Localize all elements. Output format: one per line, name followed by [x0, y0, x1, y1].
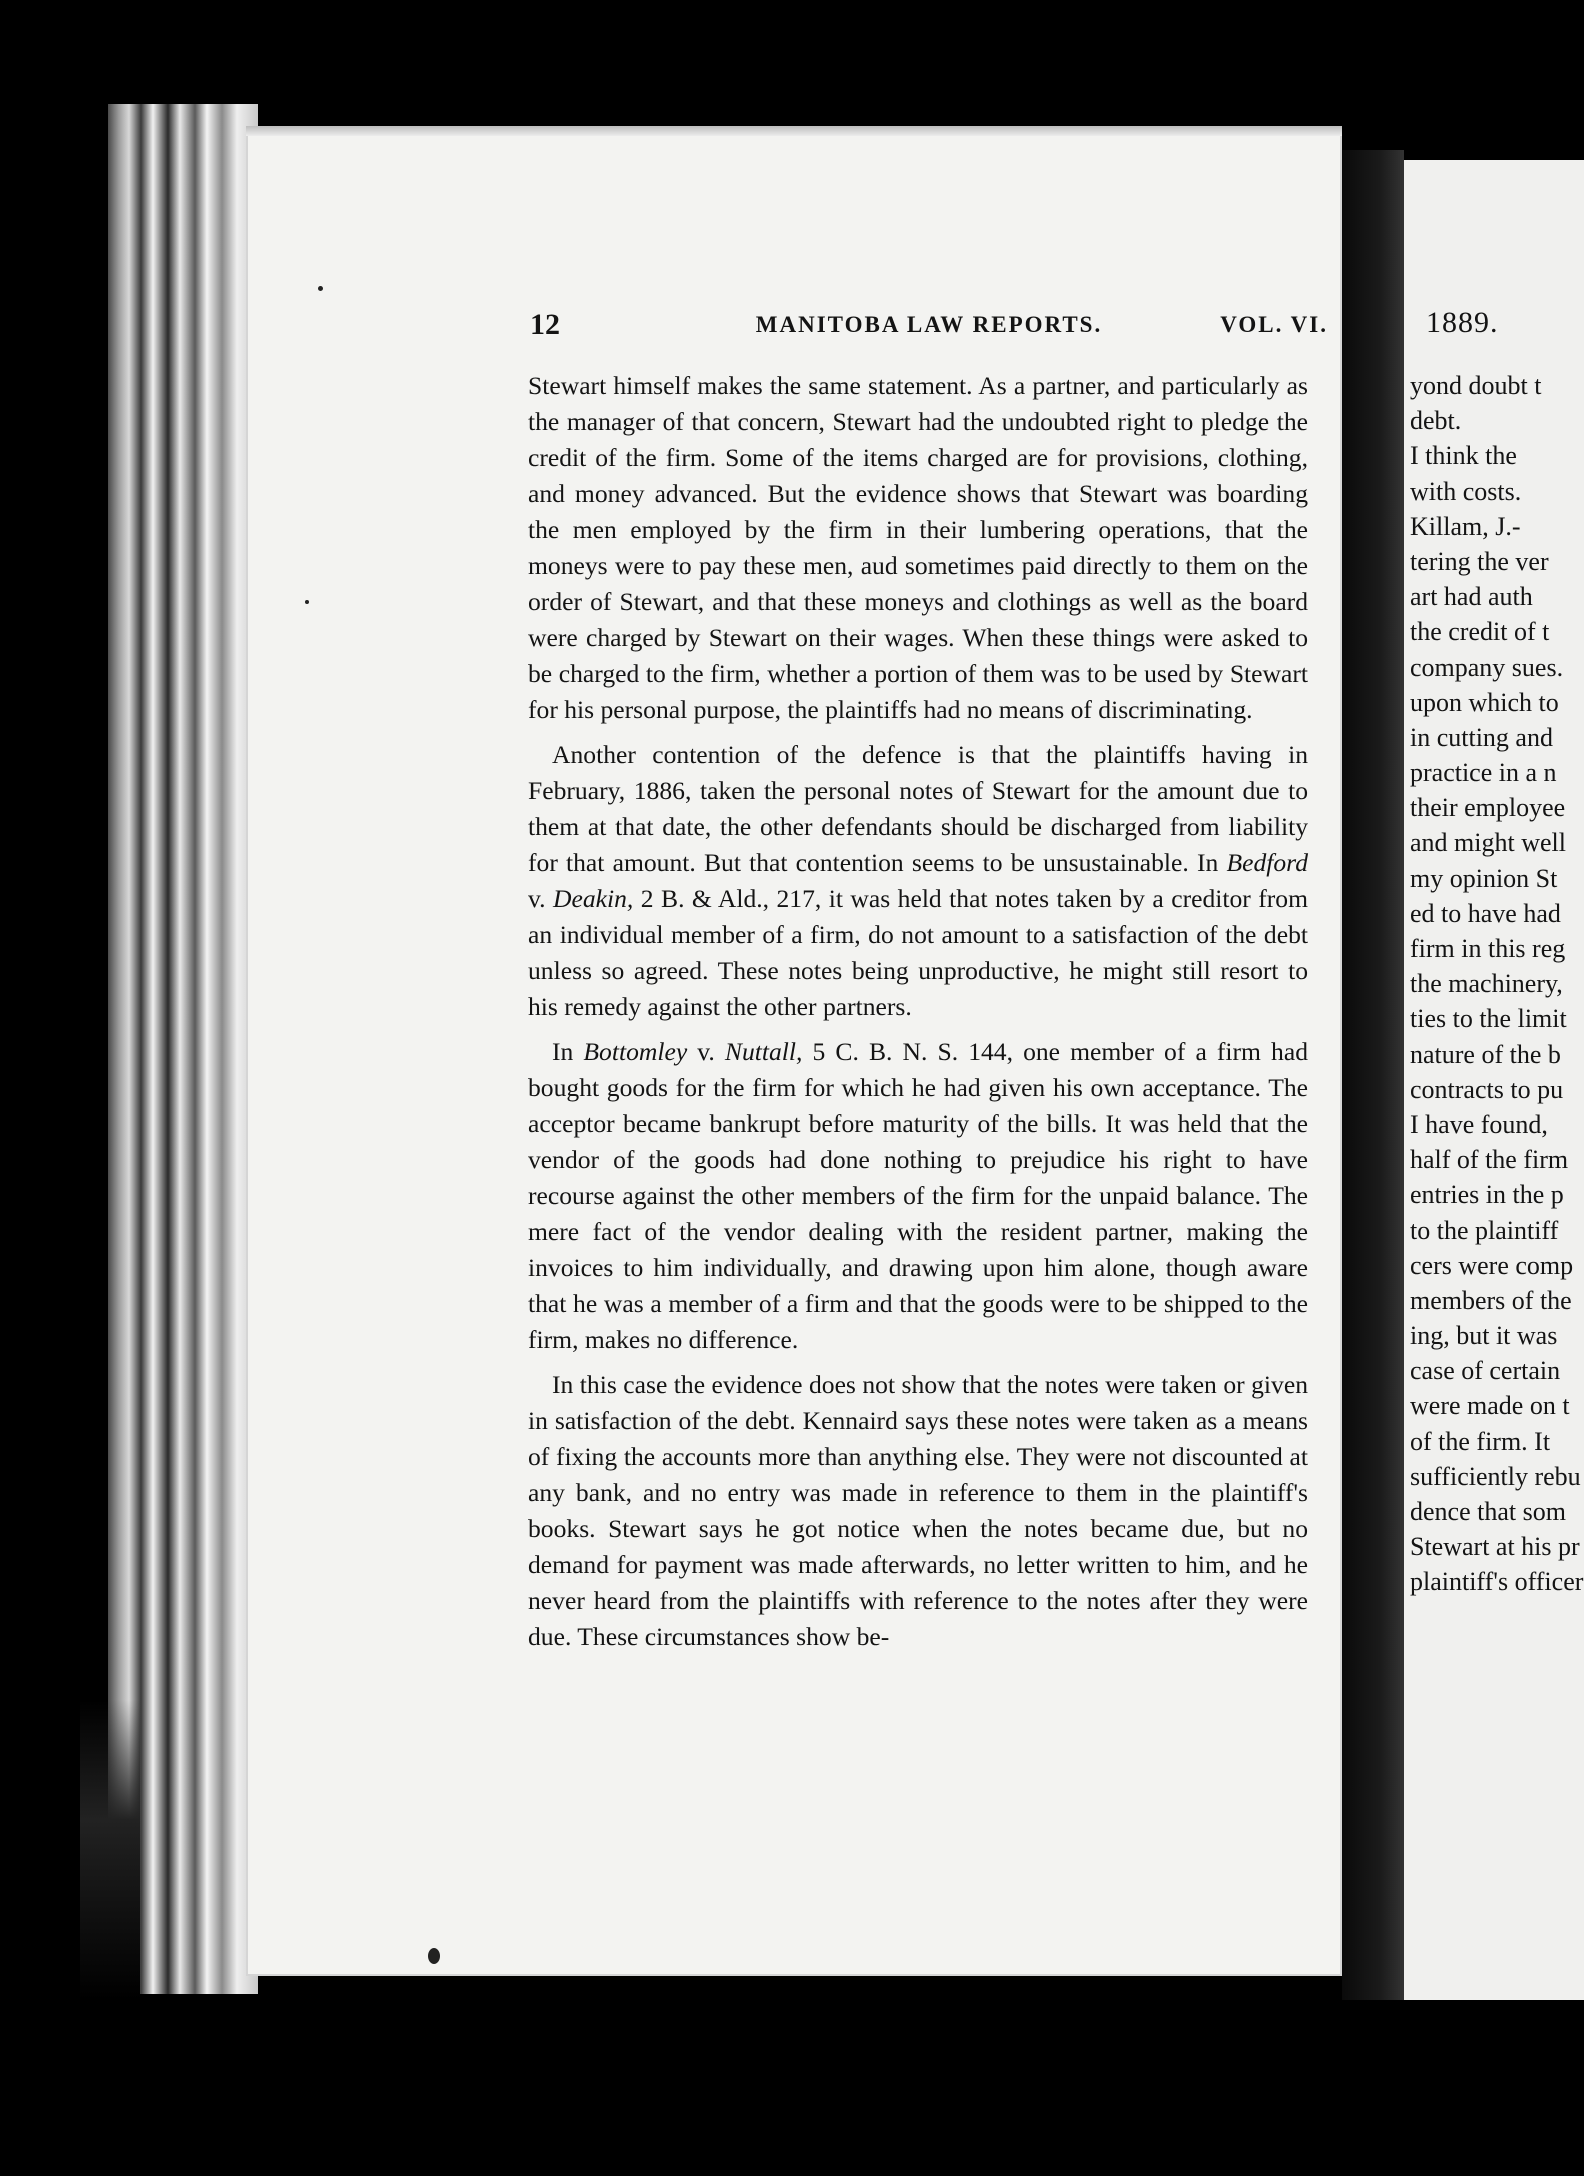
- paragraph-text: 5 C. B. N. S. 144, one member of a firm had bought goods for the firm for which he had given his own acceptance. The acceptor became bankrupt before maturity of the bills. It was held that the vendor of the goods had done nothing to prejudice his right to have recourse against the other members of the firm for the unpaid balance. The mere fact of the vendor dealing with the resident partner, making the invoices to him individually, and drawing upon him alone, though aware that he was a member of a firm and that the goods were to be shipped to the firm, makes no difference.: [528, 1037, 1309, 1354]
- paragraph-text: Another contention of the defence is that the plaintiffs having in February, 1886, taken the personal notes of Stewart for the amount due to them at that date, the other defendants should be discharged from liability for that amount. But that contention seems to be unsustainable. In: [528, 740, 1308, 877]
- facing-page-line: Killam, J.-: [1410, 511, 1521, 541]
- case-name: Deakin,: [552, 884, 634, 913]
- facing-page-line: entries in the p: [1410, 1180, 1564, 1210]
- facing-page-line: ing, but it was: [1410, 1321, 1558, 1351]
- facing-page: [1404, 160, 1584, 2000]
- facing-page-line: the machinery,: [1410, 969, 1563, 999]
- facing-page-line: of the firm. It: [1410, 1426, 1551, 1456]
- facing-page-line: ties to the limit: [1410, 1004, 1567, 1034]
- paragraph: [528, 1367, 1308, 1655]
- paragraph-text: v.: [687, 1037, 725, 1066]
- facing-page-line: art had auth: [1410, 582, 1533, 612]
- facing-page-line: upon which to: [1410, 687, 1559, 717]
- facing-page-line: firm in this reg: [1410, 934, 1566, 963]
- facing-page-line: tering the ver: [1410, 546, 1549, 576]
- running-head: [530, 308, 1328, 348]
- book-gutter: [1342, 150, 1404, 2000]
- page-number: 12: [530, 308, 560, 341]
- facing-page-line: ed to have had: [1410, 898, 1561, 928]
- facing-page-text: [1410, 368, 1584, 1600]
- running-title: MANITOBA LAW REPORTS.: [755, 312, 1103, 337]
- facing-page-line: practice in a n: [1410, 758, 1557, 788]
- facing-page-line: my opinion St: [1410, 863, 1558, 893]
- case-name: Bedford: [1226, 848, 1308, 877]
- scan-speck: [305, 600, 309, 604]
- facing-page-line: to the plaintiff: [1410, 1215, 1559, 1245]
- body-text: [528, 368, 1308, 1664]
- facing-page-line: debt.: [1410, 406, 1462, 436]
- paragraph: [528, 737, 1308, 1025]
- facing-page-line: dence that som: [1410, 1497, 1566, 1526]
- scan-speck: [428, 1948, 440, 1964]
- case-name: Nuttall,: [724, 1037, 803, 1066]
- facing-page-line: case of certain: [1410, 1356, 1561, 1386]
- facing-page-line: their employee: [1410, 793, 1566, 823]
- book-edge-shadow: [80, 1700, 140, 2000]
- scan-speck: [318, 286, 323, 291]
- facing-page-line: I think the: [1410, 441, 1517, 471]
- paragraph-text: Stewart himself makes the same statement. As a partner, and particularly as the manager of that concern, Stewart had the undoubted right to pledge the credit of the firm. Some of the items charged are for provisions, clothing, and money advanced. But the evidence shows that Stewart was boarding the men employed by the firm in their lumbering operations, that the moneys were to pay these men, aud sometimes paid directly to them on the order of Stewart, and that these moneys and clothings as well as the board were charged by Stewart on their wages. When these things were asked to be charged to the firm, whether a portion of them was to be used by Stewart for his personal purpose, the plaintiffs had no means of discriminating.: [528, 371, 1308, 724]
- facing-page-line: members of the: [1410, 1285, 1572, 1315]
- paragraph-text: v.: [528, 884, 553, 913]
- facing-page-line: and might well: [1410, 828, 1566, 858]
- facing-page-line: sufficiently rebu: [1410, 1461, 1581, 1491]
- facing-page-line: yond doubt t: [1410, 371, 1542, 400]
- paragraph: [528, 1034, 1308, 1358]
- page-top-edge: [246, 126, 1342, 136]
- facing-page-year: 1889.: [1426, 306, 1499, 339]
- facing-page-line: half of the firm: [1410, 1145, 1569, 1175]
- facing-page-line: company sues.: [1410, 652, 1564, 682]
- facing-page-line: with costs.: [1410, 476, 1522, 506]
- facing-page-line: were made on t: [1410, 1391, 1570, 1421]
- paragraph-text: In this case the evidence does not show that the notes were taken or given in satisfaction of the debt. Kennaird says these notes were taken as a means of fixing the accounts more than anything else. They were not discounted at any bank, and no entry was made in reference to them in the plaintiff's books. Stewart says he got notice when the notes became due, but no demand for payment was made afterwards, no letter written to him, and he never heard from the plaintiffs with reference to the notes after they were due. These circumstances show be-: [528, 1370, 1308, 1651]
- paragraph-text: In: [552, 1037, 584, 1066]
- facing-page-line: nature of the b: [1410, 1039, 1561, 1069]
- facing-page-line: the credit of t: [1410, 617, 1550, 647]
- paragraph: [528, 368, 1308, 728]
- case-name: Bottomley: [583, 1037, 688, 1066]
- facing-page-line: I have found,: [1410, 1109, 1548, 1139]
- facing-page-line: contracts to pu: [1410, 1074, 1564, 1104]
- volume-label: VOL. VI.: [1220, 312, 1328, 337]
- facing-page-line: in cutting and: [1410, 722, 1553, 752]
- facing-page-line: cers were comp: [1410, 1250, 1574, 1280]
- paragraph-text: 2 B. & Ald., 217, it was held that notes taken by a creditor from an individual member of a firm, do not amount to a satisfaction of the debt unless so agreed. These notes being unproductive, he might still resort to his remedy against the other partners.: [528, 884, 1308, 1021]
- facing-page-line: Stewart at his pr: [1410, 1532, 1580, 1562]
- facing-page-line: plaintiff's officer: [1410, 1567, 1584, 1597]
